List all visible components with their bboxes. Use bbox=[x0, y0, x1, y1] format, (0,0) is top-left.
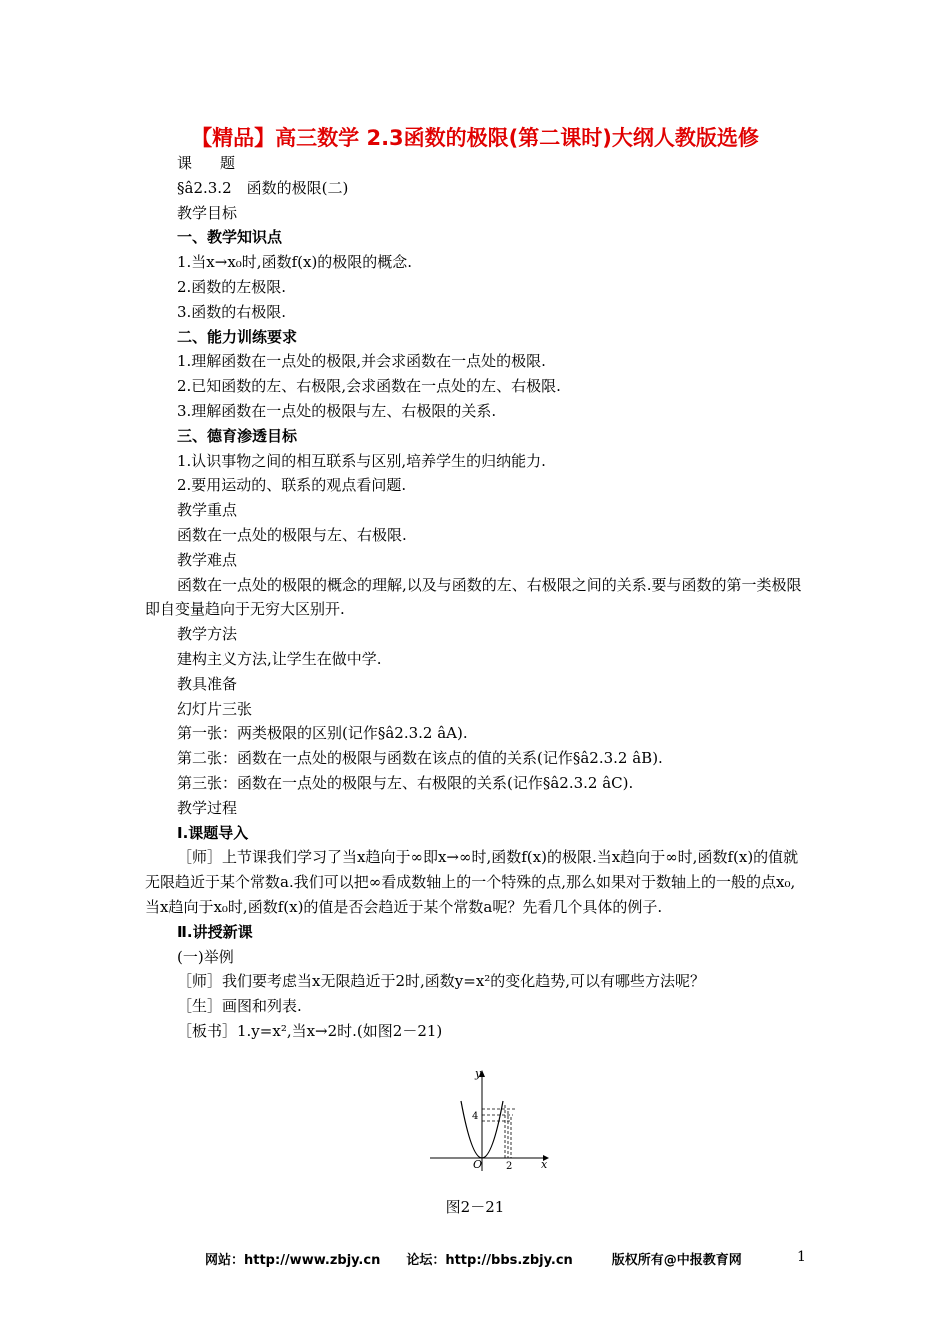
list-item: 1.理解函数在一点处的极限,并会求函数在一点处的极限. bbox=[177, 352, 546, 371]
parabola-figure bbox=[425, 1065, 555, 1177]
paragraph: ［师］我们要考虑当x无限趋近于2时,函数y=x²的变化趋势,可以有哪些方法呢？ bbox=[177, 972, 706, 991]
list-item: 2.已知函数的左、右极限,会求函数在一点处的左、右极限. bbox=[177, 377, 561, 396]
list-item: 3.理解函数在一点处的极限与左、右极限的关系. bbox=[177, 401, 497, 420]
list-item: 1.认识事物之间的相互联系与区别,培养学生的归纳能力. bbox=[177, 451, 546, 470]
list-item: 3.函数的右极限. bbox=[177, 302, 287, 321]
y-axis-label: y bbox=[475, 1067, 482, 1080]
page-number: 1 bbox=[797, 1249, 806, 1265]
origin-label: O bbox=[473, 1158, 483, 1171]
section-label: 教学难点 bbox=[177, 550, 238, 569]
list-item: 2.函数的左极限. bbox=[177, 277, 287, 296]
paragraph: ［师］上节课我们学习了当x趋向于∞即x→∞时,函数f(x)的极限.当x趋向于∞时,函数f(x)的值就无限趋近于某个常数a.我们可以把∞看成数轴上的一个特殊的点,那么如果对于数轴上的一般的点x₀,当x趋向于x₀时,函数f(x)的值是否会趋近于某个常数a呢？先看几个具体的例子. bbox=[145, 848, 799, 916]
page-footer: 网站：http://www.zbjy.cn 论坛：http://bbs.zbjy.cn 版权所有@中报教育网 bbox=[205, 1253, 742, 1268]
document-title: 【精品】高三数学 2.3函数的极限(第二课时)大纲人教版选修 bbox=[191, 126, 759, 150]
y-tick-label: 4 bbox=[472, 1111, 479, 1122]
subsection-heading: 一、教学知识点 bbox=[177, 228, 283, 247]
paragraph: ［板书］1.y=x²,当x→2时.(如图2－21) bbox=[177, 1021, 443, 1040]
subsection-heading: 二、能力训练要求 bbox=[177, 327, 298, 346]
section-label: 教学目标 bbox=[177, 203, 238, 222]
list-item: 第三张：函数在一点处的极限与左、右极限的关系(记作§â2.3.2 âC). bbox=[177, 773, 634, 792]
paragraph: 幻灯片三张 bbox=[177, 699, 253, 718]
paragraph: 函数在一点处的极限与左、右极限. bbox=[177, 525, 407, 544]
paragraph: 建构主义方法,让学生在做中学. bbox=[177, 649, 382, 668]
list-item: 2.要用运动的、联系的观点看问题. bbox=[177, 476, 407, 495]
x-axis-label: x bbox=[541, 1158, 548, 1171]
subsection-heading: 三、德育渗透目标 bbox=[177, 426, 298, 445]
lesson-heading: §â2.3.2 函数的极限(二) bbox=[177, 178, 349, 197]
paragraph: ［生］画图和列表. bbox=[177, 997, 302, 1016]
section-label: 教具准备 bbox=[177, 674, 238, 693]
paragraph: 函数在一点处的极限的概念的理解,以及与函数的左、右极限之间的关系.要与函数的第一类极限即自变量趋向于无穷大区别开. bbox=[145, 575, 802, 619]
paragraph: (一)举例 bbox=[177, 947, 234, 966]
list-item: 第一张：两类极限的区别(记作§â2.3.2 âA). bbox=[177, 724, 468, 743]
subsection-heading: Ⅰ.课题导入 bbox=[177, 823, 249, 842]
x-tick-label: 2 bbox=[506, 1161, 513, 1172]
section-label: 教学过程 bbox=[177, 798, 238, 817]
section-label: 教学方法 bbox=[177, 625, 238, 644]
list-item: 1.当x→x₀时,函数f(x)的极限的概念. bbox=[177, 253, 413, 272]
list-item: 第二张：函数在一点处的极限与函数在该点的值的关系(记作§â2.3.2 âB). bbox=[177, 749, 663, 768]
section-label: 课题 bbox=[177, 154, 264, 172]
section-label: 教学重点 bbox=[177, 501, 238, 520]
figure-caption: 图2－21 bbox=[445, 1198, 505, 1216]
subsection-heading: Ⅱ.讲授新课 bbox=[177, 922, 253, 941]
document-body bbox=[145, 151, 807, 1044]
